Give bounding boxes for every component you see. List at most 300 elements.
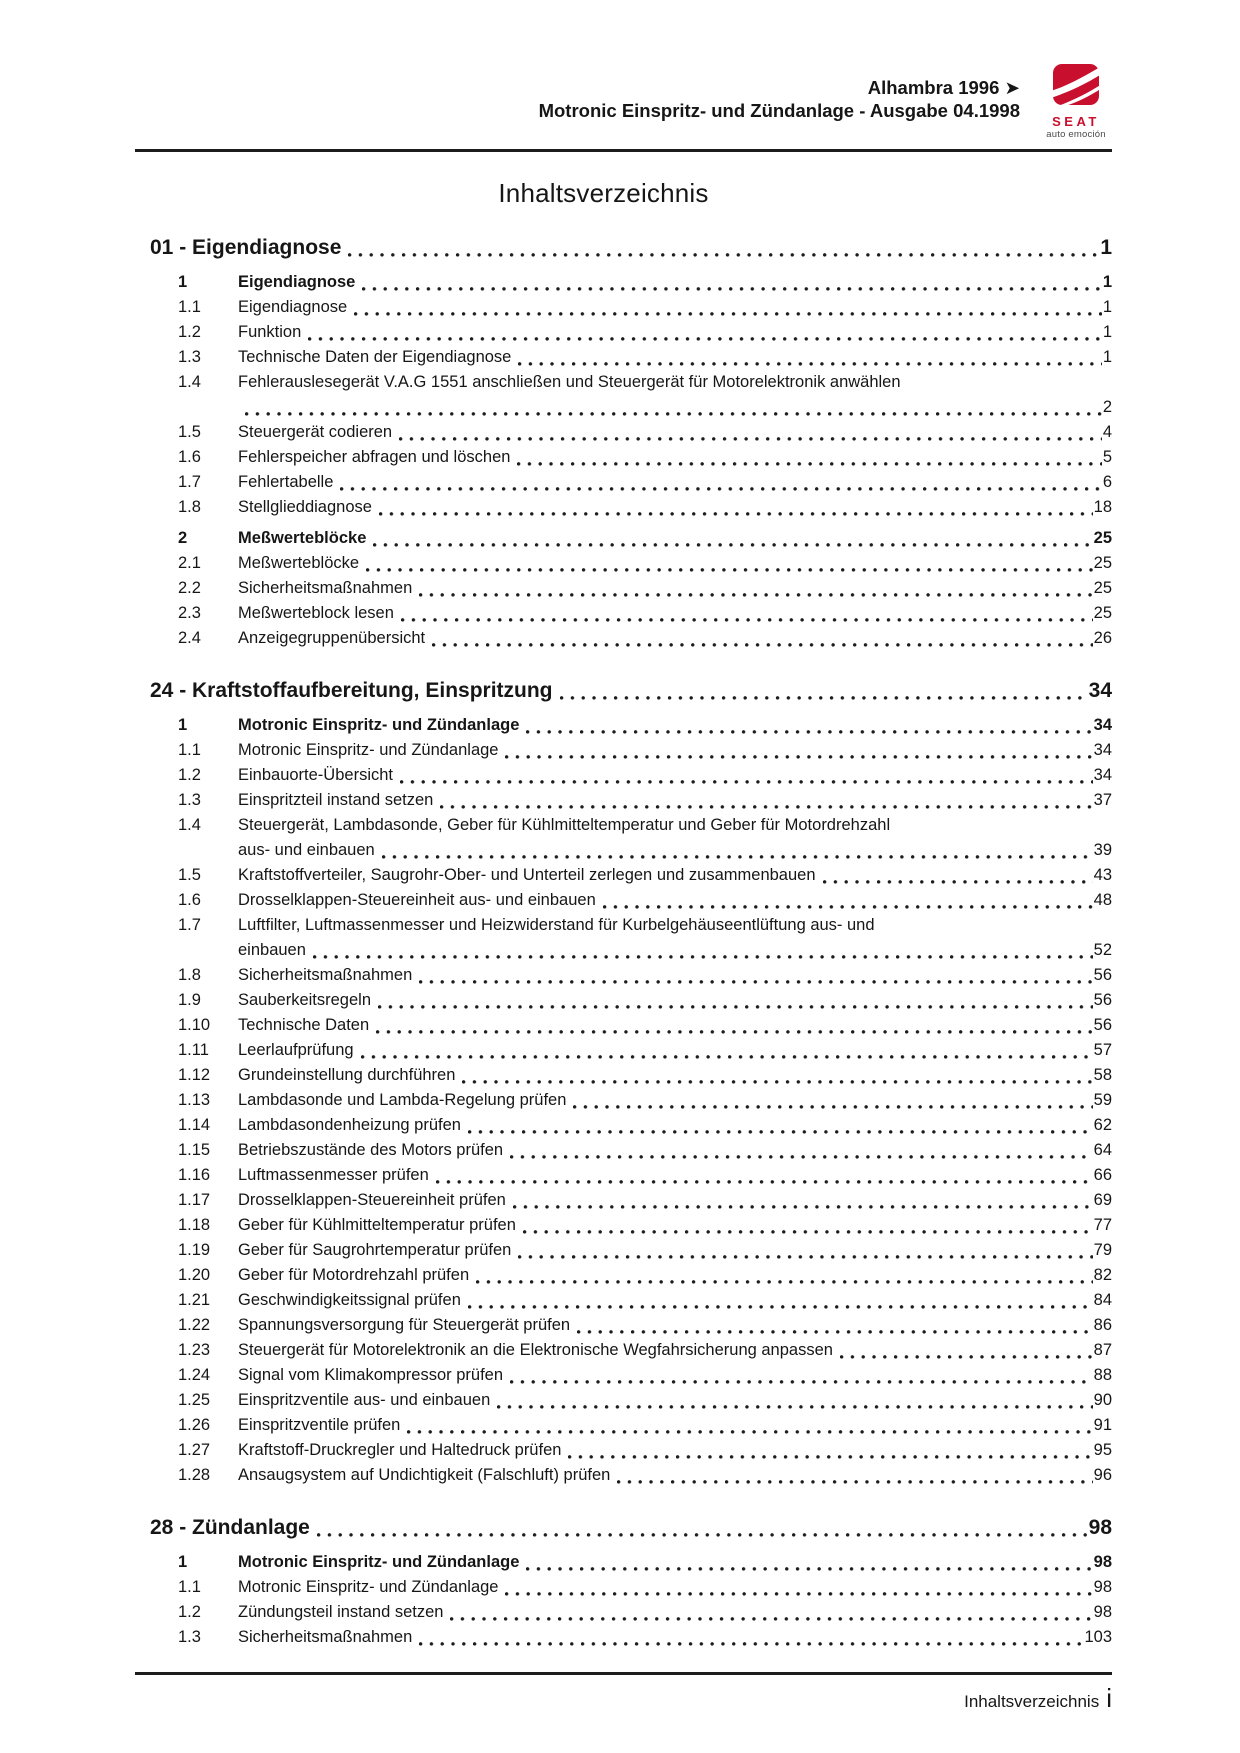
seat-logo xyxy=(1040,62,1112,140)
entry-body xyxy=(238,738,1112,763)
table-of-contents xyxy=(135,234,1112,1650)
toc-entry[interactable] xyxy=(135,1413,1112,1438)
toc-entry[interactable] xyxy=(135,988,1112,1013)
entry-line xyxy=(238,1388,1112,1413)
entry-body xyxy=(238,601,1112,626)
entry-line xyxy=(238,963,1112,988)
entry-title: Steuergerät codieren xyxy=(238,423,393,441)
entry-number: 1.14 xyxy=(178,1116,211,1134)
entry-title: Kraftstoffverteiler, Saugrohr-Ober- und Unterteil zerlegen und zusammenbauen xyxy=(238,866,816,884)
entry-body xyxy=(238,420,1112,445)
entry-body xyxy=(238,1063,1112,1088)
entry-line xyxy=(238,1213,1112,1238)
entry-line xyxy=(238,1625,1112,1650)
entry-title: Drosselklappen-Steuereinheit prüfen xyxy=(238,1191,506,1209)
entry-body xyxy=(238,470,1112,495)
toc-entry[interactable] xyxy=(135,1138,1112,1163)
entry-number: 1.3 xyxy=(178,791,201,809)
dot-leader xyxy=(517,462,1101,466)
entry-title: Geber für Saugrohrtemperatur prüfen xyxy=(238,1241,512,1259)
entry-line xyxy=(238,470,1112,495)
entry-body xyxy=(238,1238,1112,1263)
dot-leader xyxy=(577,1330,1093,1334)
toc-entry[interactable] xyxy=(135,963,1112,988)
footer-page-number: i xyxy=(1106,1683,1112,1713)
dot-leader xyxy=(617,1480,1092,1484)
entry-page-number: 34 xyxy=(1093,716,1112,734)
entry-title: Leerlaufprüfung xyxy=(238,1041,354,1059)
header-subtitle-line: Motronic Einspritz- und Zündanlage - Ausgabe 04.1998 xyxy=(538,100,1020,121)
toc-entry[interactable] xyxy=(135,1038,1112,1063)
entry-page-number: 79 xyxy=(1093,1241,1112,1259)
entry-body xyxy=(238,1463,1112,1488)
toc-entry[interactable] xyxy=(135,738,1112,763)
entry-line xyxy=(238,445,1112,470)
toc-entry[interactable] xyxy=(135,1600,1112,1625)
entry-line xyxy=(238,788,1112,813)
entry-title: Lambdasonde und Lambda-Regelung prüfen xyxy=(238,1091,567,1109)
entry-page-number: 43 xyxy=(1093,866,1112,884)
entry-number: 2.3 xyxy=(178,604,201,622)
dot-leader xyxy=(373,543,1092,547)
entry-body xyxy=(238,1213,1112,1238)
entry-title: Steuergerät für Motorelektronik an die Elektronische Wegfahrsicherung anpassen xyxy=(238,1341,833,1359)
entry-body xyxy=(238,295,1112,320)
entry-line xyxy=(238,601,1112,626)
entry-number: 1.17 xyxy=(178,1191,211,1209)
entry-page-number: 66 xyxy=(1093,1166,1112,1184)
entry-number: 1.8 xyxy=(178,498,201,516)
entry-page-number: 98 xyxy=(1093,1553,1112,1571)
toc-entry[interactable] xyxy=(135,1288,1112,1313)
toc-entry[interactable] xyxy=(135,1263,1112,1288)
dot-leader xyxy=(401,618,1093,622)
toc-entry[interactable] xyxy=(135,445,1112,470)
entry-title: Geber für Kühlmitteltemperatur prüfen xyxy=(238,1216,516,1234)
entry-number: 1.20 xyxy=(178,1266,211,1284)
entry-line xyxy=(238,838,1112,863)
section-label: 28 - Zündanlage xyxy=(150,1516,310,1539)
toc-entry[interactable] xyxy=(135,420,1112,445)
entry-number: 1.27 xyxy=(178,1441,211,1459)
entry-number: 1.1 xyxy=(178,741,201,759)
entry-title: Motronic Einspritz- und Zündanlage xyxy=(238,1553,520,1571)
entry-page-number: 91 xyxy=(1093,1416,1112,1434)
toc-entry[interactable] xyxy=(135,713,1112,738)
entry-page-number: 103 xyxy=(1084,1628,1112,1646)
dot-leader xyxy=(603,905,1093,909)
toc-entry[interactable] xyxy=(135,1463,1112,1488)
entry-body xyxy=(238,1188,1112,1213)
toc-entry[interactable] xyxy=(135,913,1112,963)
dot-leader xyxy=(497,1405,1092,1409)
section-page-number: 1 xyxy=(1100,236,1112,259)
entry-page-number: 96 xyxy=(1093,1466,1112,1484)
entry-line xyxy=(238,526,1112,551)
entry-title: Ansaugsystem auf Undichtigkeit (Falschluft) prüfen xyxy=(238,1466,611,1484)
toc-entry[interactable] xyxy=(135,576,1112,601)
entry-page-number: 82 xyxy=(1093,1266,1112,1284)
entry-title: Kraftstoff-Druckregler und Haltedruck prüfen xyxy=(238,1441,562,1459)
entry-body xyxy=(238,1163,1112,1188)
entry-number: 1.18 xyxy=(178,1216,211,1234)
entry-page-number: 26 xyxy=(1093,629,1112,647)
entry-body xyxy=(238,1600,1112,1625)
entry-body xyxy=(238,813,1112,863)
entry-body xyxy=(238,1263,1112,1288)
entry-title: Sicherheitsmaßnahmen xyxy=(238,1628,413,1646)
entry-title: Meßwerteblöcke xyxy=(238,529,367,547)
seat-logo-tagline: auto emoción xyxy=(1046,129,1106,140)
entry-title: Einbauorte-Übersicht xyxy=(238,766,393,784)
entry-line xyxy=(238,1138,1112,1163)
entry-title: Fehlerspeicher abfragen und löschen xyxy=(238,448,511,466)
entry-title: Sicherheitsmaßnahmen xyxy=(238,966,413,984)
entry-title: Funktion xyxy=(238,323,302,341)
dot-leader xyxy=(526,730,1092,734)
dot-leader xyxy=(317,1533,1088,1537)
entry-line xyxy=(238,576,1112,601)
toc-entry[interactable] xyxy=(135,601,1112,626)
toc-entry[interactable] xyxy=(135,526,1112,551)
entry-line xyxy=(238,626,1112,651)
entry-line xyxy=(238,320,1112,345)
page-header xyxy=(135,62,1112,140)
toc-entry[interactable] xyxy=(135,1063,1112,1088)
entry-body xyxy=(238,1575,1112,1600)
entry-body xyxy=(238,713,1112,738)
toc-entry[interactable] xyxy=(135,1313,1112,1338)
entry-body xyxy=(238,626,1112,651)
entry-title: Technische Daten xyxy=(238,1016,370,1034)
dot-leader xyxy=(823,880,1093,884)
entry-title: Eigendiagnose xyxy=(238,298,348,316)
toc-entry[interactable] xyxy=(135,295,1112,320)
toc-entry[interactable] xyxy=(135,1088,1112,1113)
entry-title: Motronic Einspritz- und Zündanlage xyxy=(238,716,520,734)
toc-entry[interactable] xyxy=(135,813,1112,863)
footer-label: Inhaltsverzeichnis xyxy=(964,1692,1100,1711)
entry-body xyxy=(238,576,1112,601)
entry-body xyxy=(238,1338,1112,1363)
entry-body xyxy=(238,1438,1112,1463)
entry-title: Drosselklappen-Steuereinheit aus- und einbauen xyxy=(238,891,596,909)
entry-line xyxy=(238,370,1112,395)
entry-page-number: 57 xyxy=(1093,1041,1112,1059)
dot-leader xyxy=(400,780,1093,784)
toc-entry[interactable] xyxy=(135,788,1112,813)
entry-line xyxy=(238,913,1112,938)
dot-leader xyxy=(468,1130,1093,1134)
dot-leader xyxy=(407,1430,1092,1434)
entry-line xyxy=(238,1088,1112,1113)
entry-body xyxy=(238,1113,1112,1138)
entry-number: 1.6 xyxy=(178,891,201,909)
entry-line xyxy=(238,1413,1112,1438)
entry-page-number: 37 xyxy=(1093,791,1112,809)
dot-leader xyxy=(518,362,1101,366)
entry-title: Anzeigegruppenübersicht xyxy=(238,629,426,647)
entry-page-number: 1 xyxy=(1102,298,1112,316)
dot-leader xyxy=(505,755,1092,759)
entry-body xyxy=(238,551,1112,576)
entry-number: 1.26 xyxy=(178,1416,211,1434)
entry-page-number: 84 xyxy=(1093,1291,1112,1309)
entry-line xyxy=(238,888,1112,913)
entry-number: 1.21 xyxy=(178,1291,211,1309)
toc-entry[interactable] xyxy=(135,270,1112,295)
dot-leader xyxy=(376,1030,1092,1034)
section-label: 01 - Eigendiagnose xyxy=(150,236,342,259)
toc-entry[interactable] xyxy=(135,1550,1112,1575)
entry-title: Zündungsteil instand setzen xyxy=(238,1603,444,1621)
entry-body xyxy=(238,1088,1112,1113)
entry-title: Lambdasondenheizung prüfen xyxy=(238,1116,461,1134)
dot-leader xyxy=(560,696,1088,700)
entry-page-number: 98 xyxy=(1093,1603,1112,1621)
entry-title: Fehlertabelle xyxy=(238,473,334,491)
entry-page-number: 6 xyxy=(1102,473,1112,491)
entry-page-number: 34 xyxy=(1093,766,1112,784)
entry-page-number: 58 xyxy=(1093,1066,1112,1084)
entry-body xyxy=(238,1413,1112,1438)
entry-number: 1.2 xyxy=(178,323,201,341)
dot-leader xyxy=(379,512,1093,516)
dot-leader xyxy=(245,412,1102,416)
dot-leader xyxy=(432,643,1093,647)
dot-leader xyxy=(366,568,1093,572)
header-rule xyxy=(135,149,1112,152)
toc-entry[interactable] xyxy=(135,1188,1112,1213)
entry-body xyxy=(238,270,1112,295)
toc-entry[interactable] xyxy=(135,1113,1112,1138)
entry-title: Spannungsversorgung für Steuergerät prüfen xyxy=(238,1316,571,1334)
entry-body xyxy=(238,1013,1112,1038)
entry-page-number: 52 xyxy=(1093,941,1112,959)
entry-line xyxy=(238,345,1112,370)
entry-body xyxy=(238,863,1112,888)
entry-title: Grundeinstellung durchführen xyxy=(238,1066,456,1084)
header-text xyxy=(539,62,1020,122)
dot-leader xyxy=(382,855,1093,859)
entry-title: Sauberkeitsregeln xyxy=(238,991,371,1009)
entry-number: 1.19 xyxy=(178,1241,211,1259)
entry-title: Steuergerät, Lambdasonde, Geber für Kühlmitteltemperatur und Geber für Motordrehzahl xyxy=(238,816,891,834)
entry-line xyxy=(238,1113,1112,1138)
dot-leader xyxy=(354,312,1102,316)
entry-line xyxy=(238,1363,1112,1388)
dot-leader xyxy=(505,1592,1092,1596)
entry-line xyxy=(238,1163,1112,1188)
entry-page-number: 95 xyxy=(1093,1441,1112,1459)
entry-body xyxy=(238,526,1112,551)
entry-number: 1.23 xyxy=(178,1341,211,1359)
entry-line xyxy=(238,763,1112,788)
toc-entry[interactable] xyxy=(135,370,1112,420)
dot-leader xyxy=(340,487,1101,491)
entry-number: 1.3 xyxy=(178,1628,201,1646)
entry-page-number: 48 xyxy=(1093,891,1112,909)
dot-leader xyxy=(440,805,1092,809)
entry-number: 1.1 xyxy=(178,298,201,316)
dot-leader xyxy=(518,1255,1092,1259)
toc-entry[interactable] xyxy=(135,470,1112,495)
dot-leader xyxy=(399,437,1102,441)
entry-line xyxy=(238,1575,1112,1600)
toc-section-header[interactable] xyxy=(135,677,1112,705)
entry-line xyxy=(238,395,1112,420)
entry-page-number: 56 xyxy=(1093,1016,1112,1034)
entry-body xyxy=(238,913,1112,963)
entry-page-number: 2 xyxy=(1102,398,1112,416)
entry-title: Betriebszustände des Motors prüfen xyxy=(238,1141,504,1159)
entry-line xyxy=(238,1288,1112,1313)
toc-entry[interactable] xyxy=(135,1575,1112,1600)
dot-leader xyxy=(436,1180,1093,1184)
entry-number: 1.7 xyxy=(178,916,201,934)
dot-leader xyxy=(348,253,1099,257)
entry-page-number: 34 xyxy=(1093,741,1112,759)
entry-page-number: 64 xyxy=(1093,1141,1112,1159)
entry-title-continued: einbauen xyxy=(238,941,306,959)
dot-leader xyxy=(840,1355,1093,1359)
entry-number: 2.1 xyxy=(178,554,201,572)
entry-line xyxy=(238,1188,1112,1213)
entry-title: Sicherheitsmaßnahmen xyxy=(238,579,413,597)
toc-entry[interactable] xyxy=(135,1013,1112,1038)
entry-title: Einspritzventile aus- und einbauen xyxy=(238,1391,491,1409)
entry-page-number: 90 xyxy=(1093,1391,1112,1409)
entry-body xyxy=(238,988,1112,1013)
toc-entry[interactable] xyxy=(135,763,1112,788)
dot-leader xyxy=(419,980,1092,984)
entry-line xyxy=(238,551,1112,576)
entry-number: 1.8 xyxy=(178,966,201,984)
toc-section-header[interactable] xyxy=(135,1514,1112,1542)
dot-leader xyxy=(476,1280,1093,1284)
entry-title: Meßwerteblock lesen xyxy=(238,604,394,622)
entry-title: Geschwindigkeitssignal prüfen xyxy=(238,1291,461,1309)
dot-leader xyxy=(510,1380,1093,1384)
entry-page-number: 88 xyxy=(1093,1366,1112,1384)
dot-leader xyxy=(450,1617,1092,1621)
entry-number: 1.10 xyxy=(178,1016,211,1034)
entry-page-number: 56 xyxy=(1093,991,1112,1009)
entry-line xyxy=(238,1238,1112,1263)
toc-entry[interactable] xyxy=(135,1163,1112,1188)
entry-number: 1.5 xyxy=(178,423,201,441)
entry-number: 1.22 xyxy=(178,1316,211,1334)
entry-body xyxy=(238,1363,1112,1388)
dot-leader xyxy=(419,593,1092,597)
toc-entry[interactable] xyxy=(135,1388,1112,1413)
entry-page-number: 39 xyxy=(1093,841,1112,859)
entry-number: 1.13 xyxy=(178,1091,211,1109)
entry-line xyxy=(238,1038,1112,1063)
toc-entry[interactable] xyxy=(135,1213,1112,1238)
entry-number: 1.6 xyxy=(178,448,201,466)
entry-page-number: 86 xyxy=(1093,1316,1112,1334)
header-model-line: Alhambra 1996 ➤ xyxy=(867,77,1020,98)
entry-title: Luftfilter, Luftmassenmesser und Heizwiderstand für Kurbelgehäuseentlüftung aus- und xyxy=(238,916,875,934)
entry-body xyxy=(238,345,1112,370)
entry-page-number: 62 xyxy=(1093,1116,1112,1134)
entry-number: 1.12 xyxy=(178,1066,211,1084)
entry-number: 1.24 xyxy=(178,1366,211,1384)
entry-body xyxy=(238,888,1112,913)
entry-line xyxy=(238,1550,1112,1575)
entry-number: 1.15 xyxy=(178,1141,211,1159)
entry-body xyxy=(238,445,1112,470)
entry-body xyxy=(238,788,1112,813)
entry-page-number: 18 xyxy=(1093,498,1112,516)
dot-leader xyxy=(362,287,1101,291)
entry-title: Einspritzventile prüfen xyxy=(238,1416,401,1434)
entry-number: 1.16 xyxy=(178,1166,211,1184)
entry-number: 1.2 xyxy=(178,766,201,784)
entry-body xyxy=(238,763,1112,788)
entry-line xyxy=(238,420,1112,445)
entry-line xyxy=(238,1600,1112,1625)
toc-entry[interactable] xyxy=(135,1438,1112,1463)
toc-entry[interactable] xyxy=(135,1363,1112,1388)
entry-number: 1.25 xyxy=(178,1391,211,1409)
entry-page-number: 59 xyxy=(1093,1091,1112,1109)
entry-line xyxy=(238,295,1112,320)
entry-line xyxy=(238,713,1112,738)
toc-entry[interactable] xyxy=(135,1625,1112,1650)
dot-leader xyxy=(419,1642,1083,1646)
entry-line xyxy=(238,1313,1112,1338)
entry-title: Einspritzteil instand setzen xyxy=(238,791,434,809)
entry-body xyxy=(238,1038,1112,1063)
toc-entry[interactable] xyxy=(135,320,1112,345)
entry-number: 1.3 xyxy=(178,348,201,366)
entry-line xyxy=(238,1438,1112,1463)
toc-entry[interactable] xyxy=(135,1238,1112,1263)
dot-leader xyxy=(468,1305,1093,1309)
entry-number: 1.9 xyxy=(178,991,201,1009)
entry-number: 1.11 xyxy=(178,1041,209,1059)
footer-rule xyxy=(135,1672,1112,1675)
dot-leader xyxy=(568,1455,1092,1459)
entry-page-number: 87 xyxy=(1093,1341,1112,1359)
entry-title: Motronic Einspritz- und Zündanlage xyxy=(238,1578,499,1596)
entry-number: 1 xyxy=(178,273,188,291)
dot-leader xyxy=(313,955,1093,959)
entry-line xyxy=(238,1463,1112,1488)
entry-title: Technische Daten der Eigendiagnose xyxy=(238,348,512,366)
entry-page-number: 25 xyxy=(1093,604,1112,622)
entry-number: 2 xyxy=(178,529,188,547)
page-title: Inhaltsverzeichnis xyxy=(498,178,709,208)
toc-section-header[interactable] xyxy=(135,234,1112,262)
toc-entry[interactable] xyxy=(135,888,1112,913)
toc-entry[interactable] xyxy=(135,345,1112,370)
toc-entry[interactable] xyxy=(135,626,1112,651)
entry-page-number: 1 xyxy=(1102,323,1112,341)
toc-entry[interactable] xyxy=(135,495,1112,520)
dot-leader xyxy=(523,1230,1093,1234)
entry-page-number: 69 xyxy=(1093,1191,1112,1209)
toc-entry[interactable] xyxy=(135,863,1112,888)
entry-page-number: 4 xyxy=(1102,423,1112,441)
toc-entry[interactable] xyxy=(135,1338,1112,1363)
seat-logo-icon xyxy=(1050,62,1102,113)
toc-entry[interactable] xyxy=(135,551,1112,576)
entry-number: 1.4 xyxy=(178,816,201,834)
entry-number: 1.7 xyxy=(178,473,201,491)
